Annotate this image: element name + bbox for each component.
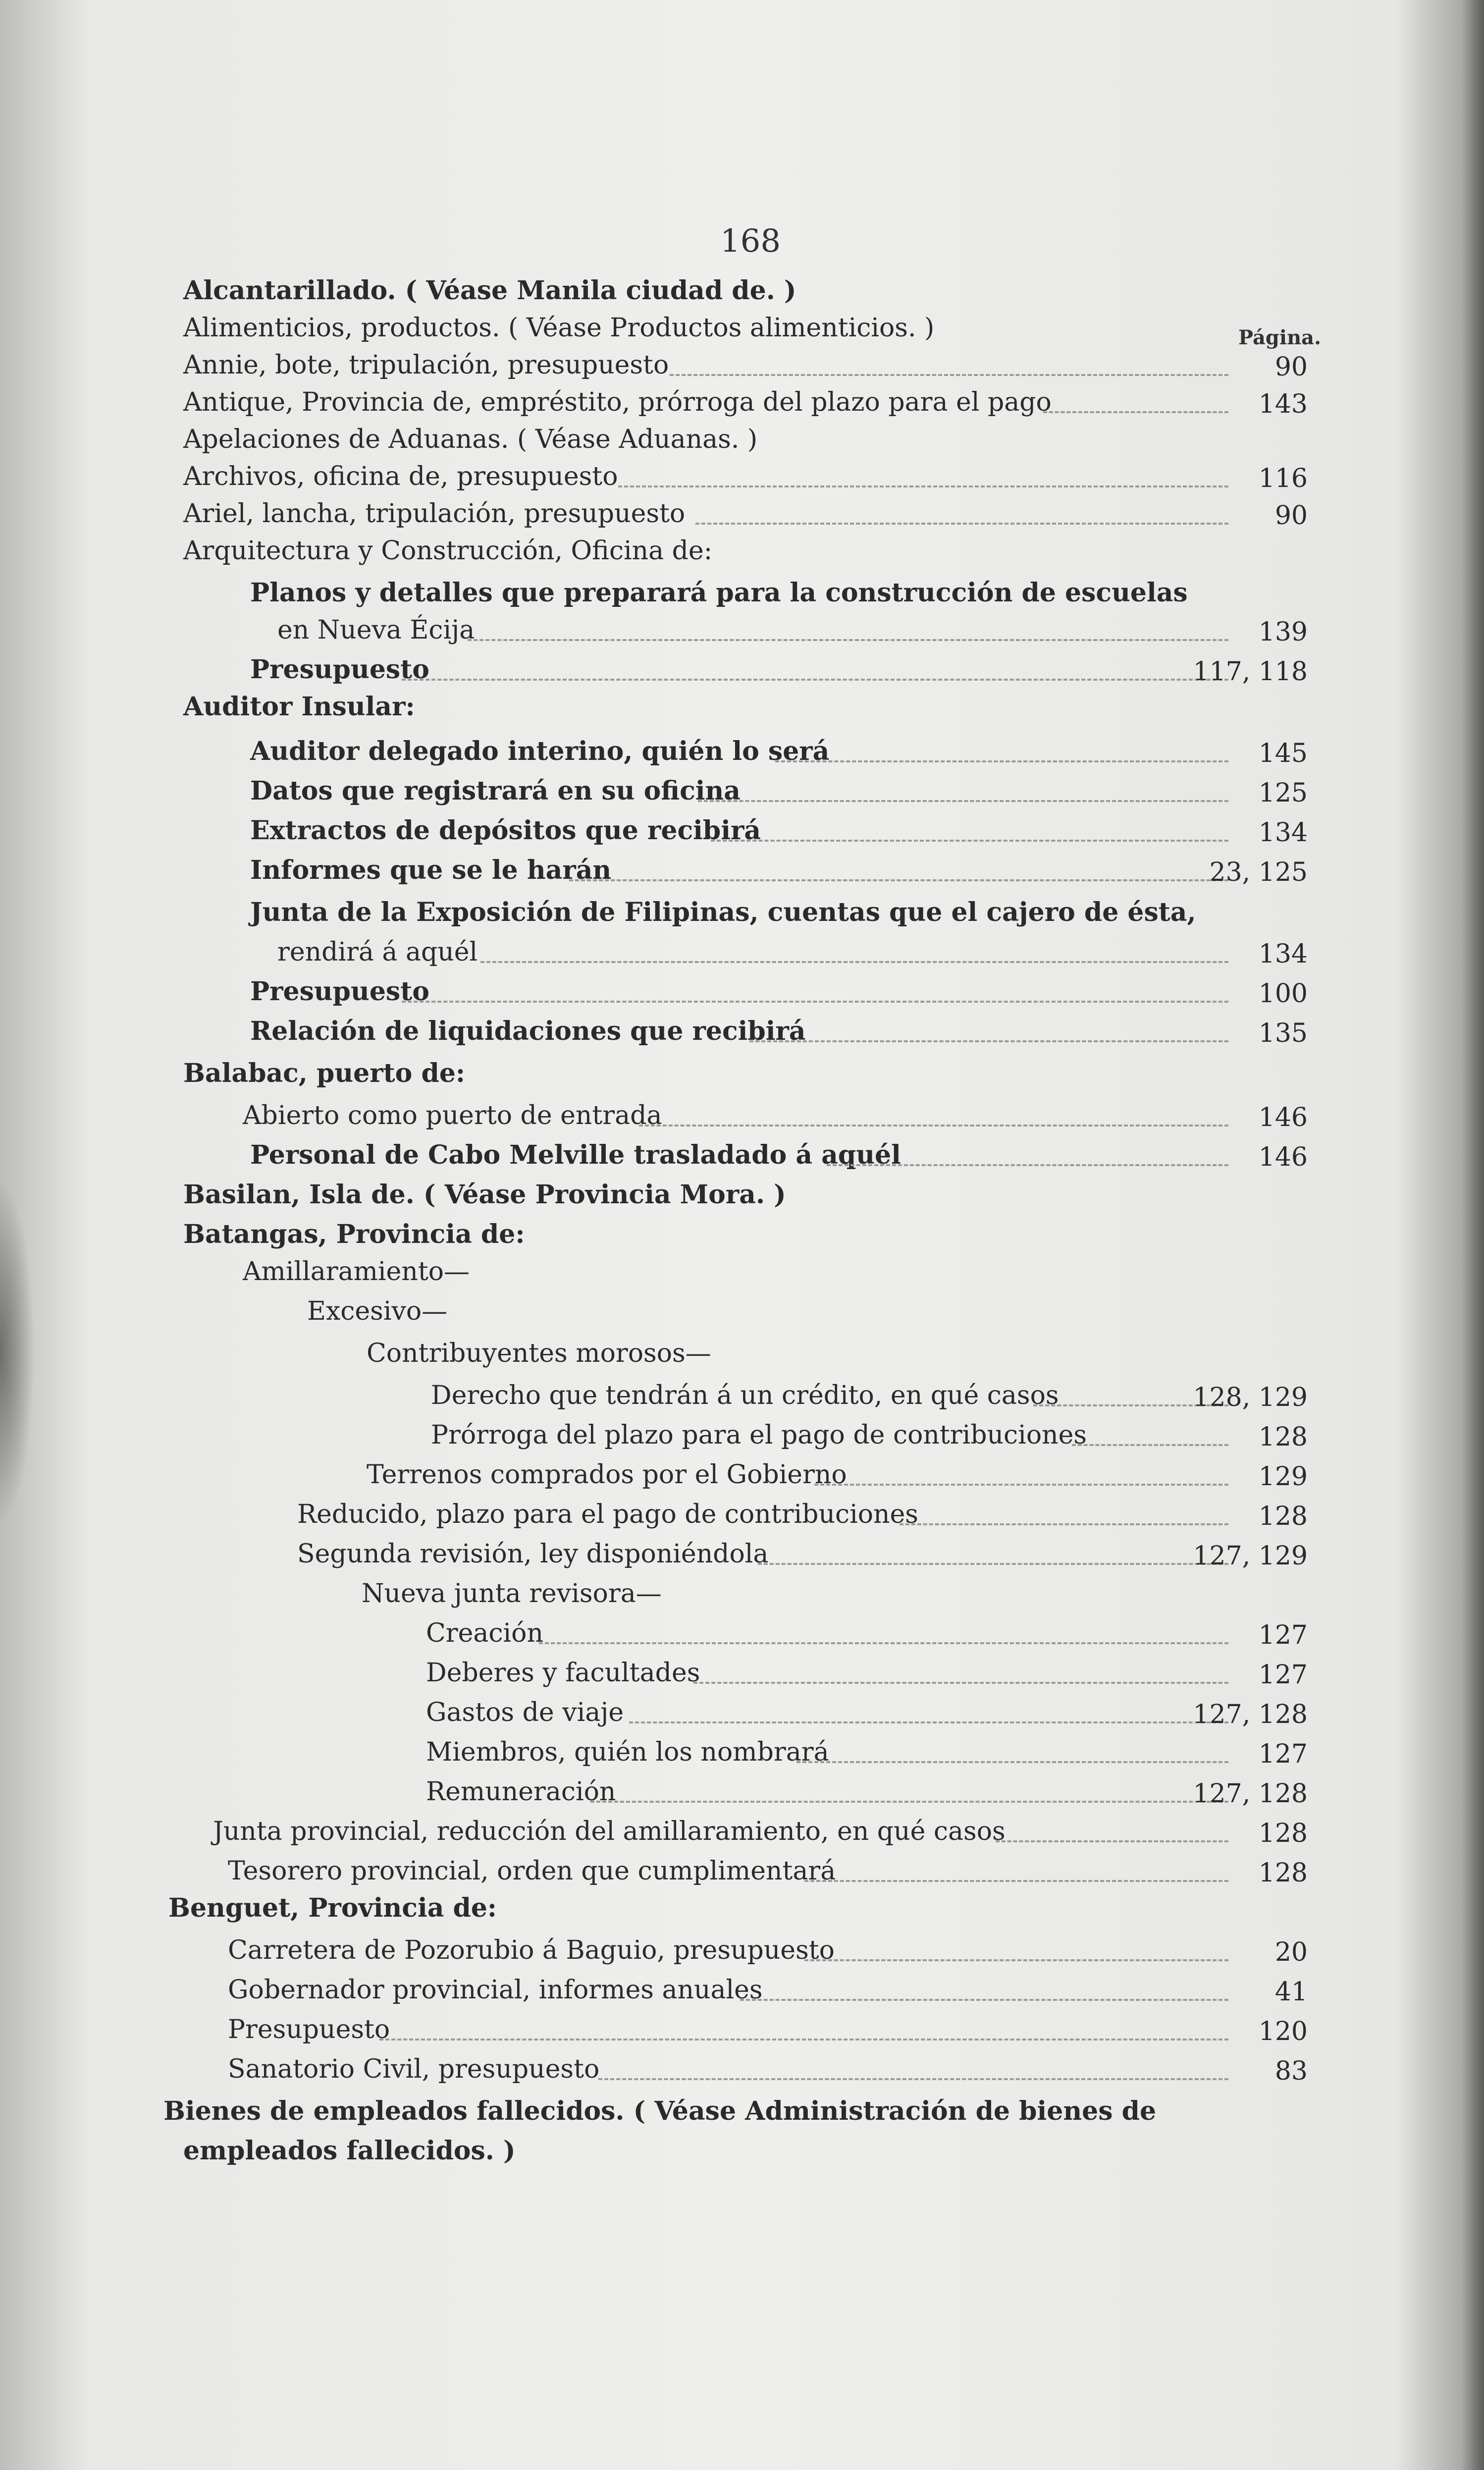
dot-leader bbox=[693, 1682, 1228, 1684]
entry-text: Bienes de empleados fallecidos. ( Véase Administración de bienes de bbox=[163, 2096, 1157, 2126]
entry-text: Abierto como puerto de entrada bbox=[243, 1101, 662, 1130]
entry-text: Amillaramiento— bbox=[243, 1257, 470, 1287]
entry-text: Batangas, Provincia de: bbox=[183, 1219, 525, 1249]
entry-text: Derecho que tendrán á un crédito, en qué casos bbox=[431, 1381, 1059, 1410]
entry-text: Terrenos comprados por el Gobierno bbox=[367, 1460, 847, 1490]
entry-text: Personal de Cabo Melville trasladado á aquél bbox=[250, 1140, 901, 1170]
index-entry bbox=[0, 976, 1484, 1016]
entry-text: Basilan, Isla de. ( Véase Provincia Mora. ) bbox=[183, 1180, 786, 1210]
entry-text: Presupuesto bbox=[250, 654, 429, 685]
dot-leader bbox=[827, 1164, 1228, 1166]
dot-leader bbox=[468, 639, 1228, 641]
entry-page-number: 20 bbox=[1274, 1937, 1308, 1967]
dot-leader bbox=[804, 1959, 1228, 1961]
index-entry bbox=[0, 461, 1484, 500]
index-entry bbox=[0, 1139, 1484, 1179]
index-entry bbox=[0, 1855, 1484, 1895]
entry-page-number: 146 bbox=[1258, 1103, 1308, 1132]
index-entry bbox=[0, 2014, 1484, 2053]
entry-text: Sanatorio Civil, presupuesto bbox=[228, 2054, 600, 2084]
entry-text: Antique, Provincia de, empréstito, prórroga del plazo para el pago bbox=[183, 387, 1052, 417]
index-entry bbox=[0, 2053, 1484, 2093]
entry-page-number: 134 bbox=[1258, 818, 1308, 848]
index-entry bbox=[0, 2135, 1484, 2175]
entry-text: Gastos de viaje bbox=[426, 1698, 624, 1727]
entry-text: Remuneración bbox=[426, 1777, 616, 1807]
entry-text: Relación de liquidaciones que recibirá bbox=[250, 1016, 806, 1046]
entry-page-number: 120 bbox=[1258, 2017, 1308, 2046]
entry-text: Balabac, puerto de: bbox=[183, 1058, 466, 1088]
entry-page-number: 134 bbox=[1258, 939, 1308, 969]
entry-text: Presupuesto bbox=[250, 976, 429, 1007]
dot-leader bbox=[402, 1001, 1228, 1003]
index-entry bbox=[0, 691, 1484, 731]
entry-text: Tesorero provincial, orden que cumplimentará bbox=[228, 1856, 836, 1886]
entry-page-number: 90 bbox=[1274, 501, 1308, 531]
index-entry bbox=[0, 424, 1484, 463]
index-entry bbox=[0, 1058, 1484, 1097]
index-entry bbox=[0, 1179, 1484, 1219]
dot-leader bbox=[590, 1801, 1228, 1803]
entry-page-number: 128 bbox=[1258, 1819, 1308, 1848]
entry-text: Nueva junta revisora— bbox=[362, 1579, 662, 1609]
index-entry bbox=[0, 1934, 1484, 1974]
entry-text: Informes que se le harán bbox=[250, 855, 612, 885]
index-entry bbox=[0, 614, 1484, 654]
entry-text: Arquitectura y Construcción, Oficina de: bbox=[183, 536, 713, 566]
entry-page-number: 143 bbox=[1258, 389, 1308, 419]
index-entry bbox=[0, 1419, 1484, 1459]
index-entry bbox=[0, 1892, 1484, 1932]
dot-leader bbox=[629, 1721, 1228, 1723]
dot-leader bbox=[758, 1563, 1228, 1565]
entry-text: en Nueva Écija bbox=[277, 615, 475, 645]
index-entry bbox=[0, 1380, 1484, 1419]
entry-page-number: 83 bbox=[1274, 2056, 1308, 2086]
index-entry bbox=[0, 736, 1484, 775]
entry-page-number: 127 bbox=[1258, 1660, 1308, 1690]
dot-leader bbox=[740, 1999, 1228, 2001]
entry-page-number: 127, 128 bbox=[1193, 1779, 1308, 1809]
entry-page-number: 128 bbox=[1258, 1858, 1308, 1888]
index-entry bbox=[0, 349, 1484, 389]
entry-text: Reducido, plazo para el pago de contribuciones bbox=[297, 1500, 918, 1529]
entry-page-number: 145 bbox=[1258, 739, 1308, 768]
dot-leader bbox=[711, 840, 1228, 842]
dot-leader bbox=[670, 374, 1228, 376]
entry-page-number: 135 bbox=[1258, 1019, 1308, 1048]
entry-text: Excesivo— bbox=[307, 1296, 448, 1326]
index-entry bbox=[0, 654, 1484, 694]
entry-text: Auditor Insular: bbox=[183, 692, 415, 722]
entry-text: Segunda revisión, ley disponiéndola bbox=[297, 1539, 769, 1569]
index-entry bbox=[0, 775, 1484, 815]
entry-text: Contribuyentes morosos— bbox=[367, 1339, 711, 1368]
entry-page-number: 117, 118 bbox=[1193, 657, 1308, 687]
index-entry bbox=[0, 855, 1484, 894]
entry-page-number: 116 bbox=[1258, 464, 1308, 493]
index-entry bbox=[0, 2095, 1484, 2135]
entry-text: Extractos de depósitos que recibirá bbox=[250, 815, 761, 846]
index-entry bbox=[0, 498, 1484, 537]
entry-text: Ariel, lancha, tripulación, presupuesto bbox=[183, 499, 686, 529]
dot-leader bbox=[695, 523, 1228, 525]
index-entry bbox=[0, 535, 1484, 575]
dot-leader bbox=[796, 1761, 1228, 1763]
entry-text: Carretera de Pozorubio á Baguio, presupuesto bbox=[228, 1935, 835, 1965]
dot-leader bbox=[749, 1040, 1228, 1042]
entry-text: Archivos, oficina de, presupuesto bbox=[183, 462, 618, 491]
entry-page-number: 41 bbox=[1274, 1977, 1308, 2007]
dot-leader bbox=[618, 485, 1228, 487]
dot-leader bbox=[480, 961, 1228, 963]
dot-leader bbox=[569, 879, 1228, 881]
entry-page-number: 128 bbox=[1258, 1502, 1308, 1531]
dot-leader bbox=[775, 760, 1228, 762]
entry-page-number: 129 bbox=[1258, 1462, 1308, 1492]
entry-page-number: 139 bbox=[1258, 617, 1308, 647]
entry-text: Auditor delegado interino, quién lo será bbox=[250, 736, 830, 766]
index-entry bbox=[0, 1578, 1484, 1617]
index-entry bbox=[0, 1295, 1484, 1335]
index-entry bbox=[0, 1256, 1484, 1295]
index-entry bbox=[0, 815, 1484, 855]
entry-text: Benguet, Provincia de: bbox=[168, 1893, 497, 1923]
index-entry bbox=[0, 1100, 1484, 1139]
entry-page-number: 127 bbox=[1258, 1620, 1308, 1650]
entry-text: Alimenticios, productos. ( Véase Productos alimenticios. ) bbox=[183, 313, 935, 343]
index-entry bbox=[0, 1697, 1484, 1736]
entry-text: Planos y detalles que preparará para la construcción de escuelas bbox=[250, 578, 1188, 608]
dot-leader bbox=[804, 1880, 1228, 1882]
entry-page-number: 146 bbox=[1258, 1142, 1308, 1172]
index-entry bbox=[0, 275, 1484, 315]
index-entry bbox=[0, 1776, 1484, 1816]
entry-text: Junta provincial, reducción del amillaramiento, en qué casos bbox=[213, 1817, 1006, 1846]
entry-page-number: 128 bbox=[1258, 1422, 1308, 1452]
index-entry bbox=[0, 1538, 1484, 1578]
index-entry bbox=[0, 386, 1484, 426]
dot-leader bbox=[379, 2039, 1228, 2040]
index-entry bbox=[0, 1459, 1484, 1499]
entry-text: Gobernador provincial, informes anuales bbox=[228, 1975, 763, 2005]
entry-page-number: 125 bbox=[1258, 778, 1308, 808]
entry-text: Apelaciones de Aduanas. ( Véase Aduanas. ) bbox=[183, 425, 758, 454]
index-entry bbox=[0, 936, 1484, 976]
entry-text: Presupuesto bbox=[228, 2015, 390, 2044]
index-entry bbox=[0, 577, 1484, 617]
entry-page-number: 90 bbox=[1274, 352, 1308, 382]
entry-text: Deberes y facultades bbox=[426, 1658, 700, 1688]
entry-page-number: 23, 125 bbox=[1209, 858, 1308, 887]
index-entry bbox=[0, 312, 1484, 352]
index-entry bbox=[0, 897, 1484, 936]
entry-page-number: 127 bbox=[1258, 1739, 1308, 1769]
entry-text: Junta de la Exposición de Filipinas, cuentas que el cajero de ésta, bbox=[250, 897, 1196, 927]
entry-page-number: 128, 129 bbox=[1193, 1383, 1308, 1412]
entry-page-number: 127, 128 bbox=[1193, 1700, 1308, 1729]
entry-text: Miembros, quién los nombrará bbox=[426, 1737, 829, 1767]
dot-leader bbox=[698, 800, 1228, 802]
index-entry bbox=[0, 1338, 1484, 1377]
index-entry bbox=[0, 1974, 1484, 2014]
index-entry bbox=[0, 1499, 1484, 1538]
entry-page-number: 127, 129 bbox=[1193, 1541, 1308, 1571]
entry-page-number: 100 bbox=[1258, 979, 1308, 1009]
index-entry bbox=[0, 1617, 1484, 1657]
entry-text: rendirá á aquél bbox=[277, 937, 478, 967]
entry-text: Datos que registrará en su oficina bbox=[250, 776, 741, 806]
index-entry bbox=[0, 1016, 1484, 1055]
entry-text: Annie, bote, tripulación, presupuesto bbox=[183, 350, 669, 380]
entry-text: Prórroga del plazo para el pago de contribuciones bbox=[431, 1420, 1087, 1450]
index-entry bbox=[0, 1219, 1484, 1258]
dot-leader bbox=[598, 2078, 1228, 2080]
dot-leader bbox=[814, 1484, 1228, 1486]
entry-text: Creación bbox=[426, 1618, 543, 1648]
entry-text: empleados fallecidos. ) bbox=[183, 2136, 516, 2166]
entry-text: Alcantarillado. ( Véase Manila ciudad de. ) bbox=[183, 275, 796, 306]
dot-leader bbox=[402, 679, 1228, 681]
pagina-column-label: Página. bbox=[1238, 326, 1322, 349]
index-entry bbox=[0, 1657, 1484, 1697]
index-entry bbox=[0, 1816, 1484, 1855]
index-entry bbox=[0, 1736, 1484, 1776]
dot-leader bbox=[639, 1125, 1228, 1127]
page-number: 168 bbox=[720, 223, 781, 260]
dot-leader bbox=[539, 1642, 1228, 1644]
